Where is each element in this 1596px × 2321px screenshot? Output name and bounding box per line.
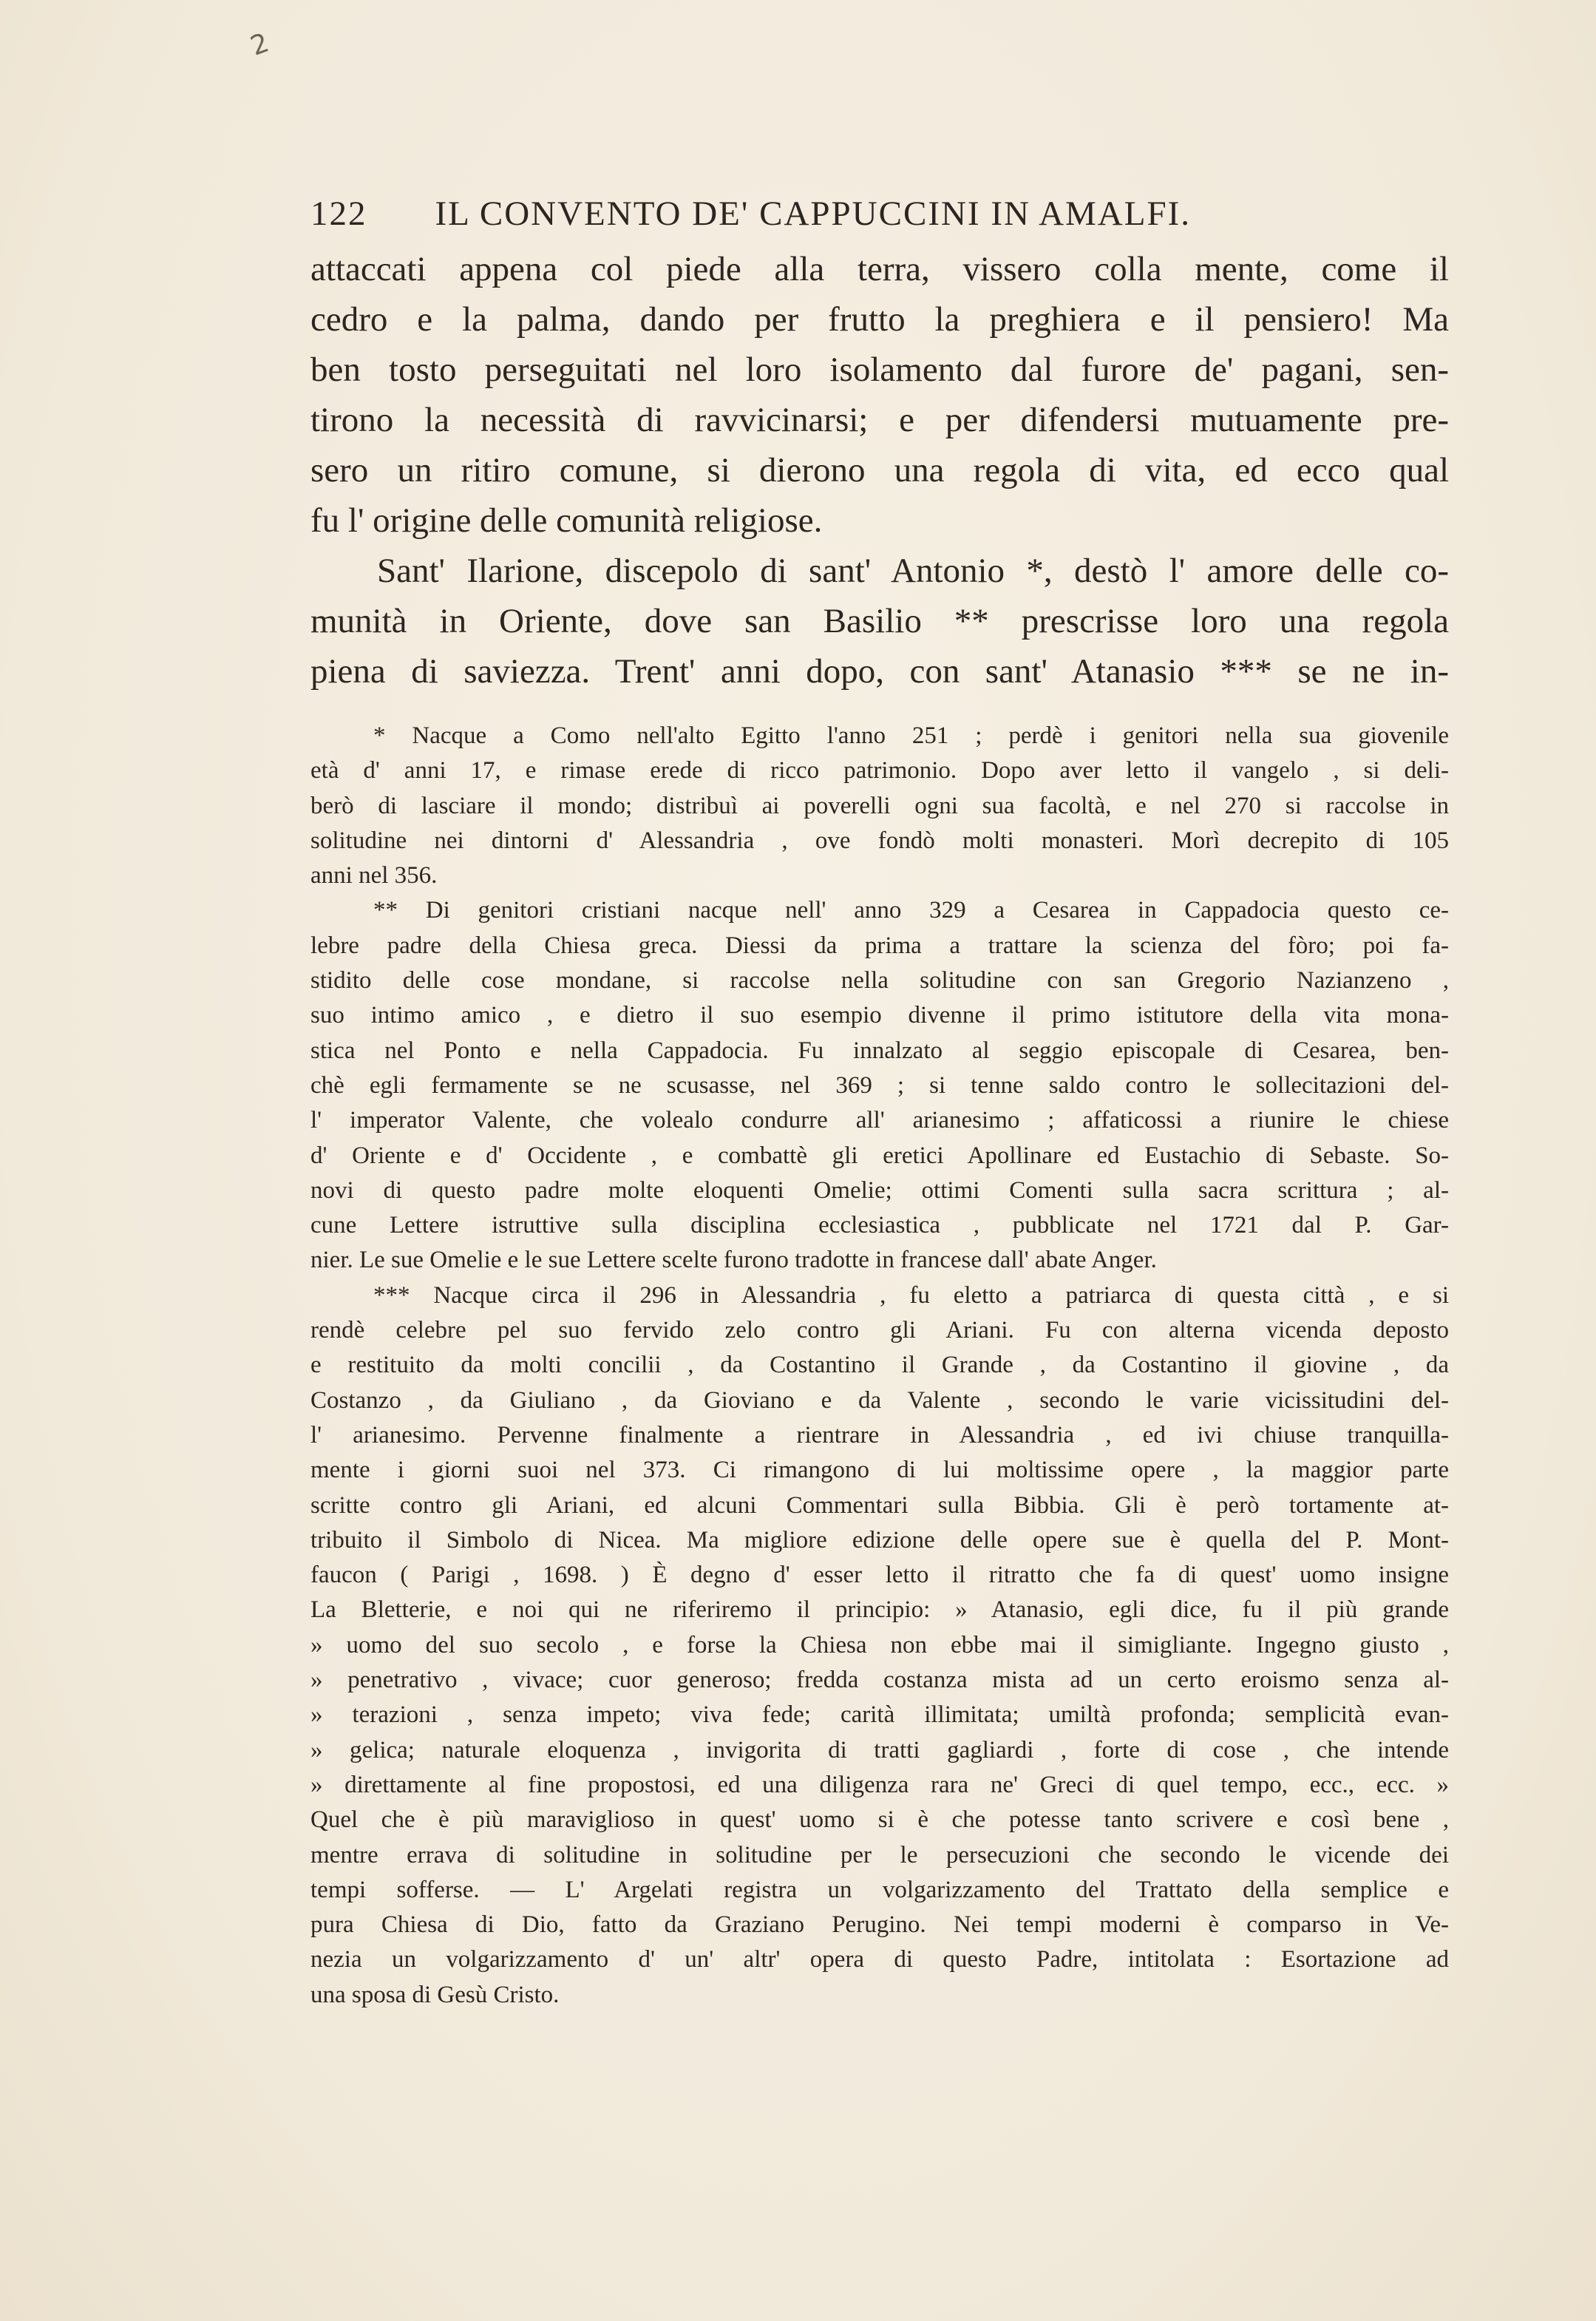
footnote-line: mentre errava di solitudine in solitudine per le persecuzioni che secondo le vicende dei: [310, 1841, 1449, 1868]
footnote-line: » terazioni , senza impeto; viva fede; carità illimitata; umiltà profonda; semplicità evan-: [310, 1701, 1449, 1729]
body-line: piena di saviezza. Trent' anni dopo, con sant' Atanasio *** se ne in-: [310, 652, 1449, 691]
footnote-line: novi di questo padre molte eloquenti Omelie; ottimi Comenti sulla sacra scrittura ; al-: [310, 1176, 1449, 1204]
footnote-line: anni nel 356.: [310, 862, 438, 890]
footnote-line: nezia un volgarizzamento d' un' altr' opera di questo Padre, intitolata : Esortazione ad: [310, 1946, 1449, 1973]
page-number: 122: [310, 194, 367, 233]
body-line: ben tosto perseguitati nel loro isolamento dal furore de' pagani, sen-: [310, 350, 1449, 389]
footnote-line: ** Di genitori cristiani nacque nell' anno 329 a Cesarea in Cappadocia questo ce-: [373, 897, 1449, 924]
main-text: [310, 244, 1449, 697]
footnote-line: scritte contro gli Ariani, ed alcuni Commentari sulla Bibbia. Gli è però tortamente at-: [310, 1491, 1449, 1519]
footnote-line: solitudine nei dintorni d' Alessandria , ove fondò molti monasteri. Morì decrepito di 105: [310, 827, 1449, 854]
footnote-line: Quel che è più maraviglioso in quest' uomo si è che potesse tanto scrivere e così bene ,: [310, 1806, 1449, 1834]
body-line: munità in Oriente, dove san Basilio ** prescrisse loro una regola: [310, 602, 1449, 640]
footnote-line: età d' anni 17, e rimase erede di ricco patrimonio. Dopo aver letto il vangelo , si deli-: [310, 757, 1449, 785]
footnote-line: chè egli fermamente se ne scusasse, nel 369 ; si tenne saldo contro le sollecitazioni del-: [310, 1071, 1449, 1099]
footnote-line: berò di lasciare il mondo; distribuì ai poverelli ogni sua facoltà, e nel 270 si raccolse in: [310, 792, 1449, 819]
footnote-line: * Nacque a Como nell'alto Egitto l'anno 251 ; perdè i genitori nella sua giovenile: [373, 722, 1449, 749]
footnote-line: una sposa di Gesù Cristo.: [310, 1981, 560, 2008]
running-header: [310, 194, 1449, 234]
footnote-line: » direttamente al fine propostosi, ed una diligenza rara ne' Greci di quel tempo, ecc., ecc. »: [310, 1771, 1449, 1798]
footnote-line: stica nel Ponto e nella Cappadocia. Fu innalzato al seggio episcopale di Cesarea, ben-: [310, 1037, 1449, 1064]
footnote-line: » penetrativo , vivace; cuor generoso; fredda costanza mista ad un certo eroismo senza al-: [310, 1667, 1449, 1694]
footnote-line: cune Lettere istruttive sulla disciplina ecclesiastica , pubblicate nel 1721 dal P. Gar-: [310, 1212, 1449, 1239]
footnote-line: Costanzo , da Giuliano , da Gioviano e da Valente , secondo le varie vicissitudini del-: [310, 1386, 1449, 1414]
body-line: tirono la necessità di ravvicinarsi; e per difendersi mutuamente pre-: [310, 401, 1449, 439]
footnotes: [310, 719, 1449, 2013]
body-line: attaccati appena col piede alla terra, vissero colla mente, come il: [310, 250, 1449, 288]
footnote-line: lebre padre della Chiesa greca. Diessi da prima a trattare la scienza del fòro; poi fa-: [310, 932, 1449, 959]
body-line: sero un ritiro comune, si dierono una regola di vita, ed ecco qual: [310, 451, 1449, 489]
footnote-line: *** Nacque circa il 296 in Alessandria , fu eletto a patriarca di questa città , e si: [373, 1281, 1449, 1309]
footnote-line: pura Chiesa di Dio, fatto da Graziano Perugino. Nei tempi moderni è comparso in Ve-: [310, 1911, 1449, 1939]
footnote-line: mente i giorni suoi nel 373. Ci rimangono di lui moltissime opere , la maggior parte: [310, 1457, 1449, 1484]
footnote-line: faucon ( Parigi , 1698. ) È degno d' esser letto il ritratto che fa di quest' uomo insigne: [310, 1562, 1449, 1589]
footnote-line: stidito delle cose mondane, si raccolse nella solitudine con san Gregorio Nazianzeno ,: [310, 967, 1449, 995]
footnote-line: nier. Le sue Omelie e le sue Lettere scelte furono tradotte in francese dall' abate Anger.: [310, 1247, 1157, 1274]
footnote-line: » gelica; naturale eloquenza , invigorita di tratti gagliardi , forte di cose , che intende: [310, 1736, 1449, 1763]
body-line: Sant' Ilarione, discepolo di sant' Antonio *, destò l' amore delle co-: [377, 552, 1449, 590]
footnote-line: l' imperator Valente, che volealo condurre all' arianesimo ; affaticossi a riunire le chiese: [310, 1107, 1449, 1134]
footnote-line: l' arianesimo. Pervenne finalmente a rientrare in Alessandria , ed ivi chiuse tranquilla-: [310, 1421, 1449, 1448]
footnote-line: d' Oriente e d' Occidente , e combattè gli eretici Apollinare ed Eustachio di Sebaste. So-: [310, 1142, 1449, 1169]
body-line: cedro e la palma, dando per frutto la preghiera e il pensiero! Ma: [310, 300, 1449, 339]
corner-pencil-mark: 2: [246, 27, 274, 62]
footnote-line: La Bletterie, e noi qui ne riferiremo il principio: » Atanasio, egli dice, fu il più grande: [310, 1596, 1449, 1624]
body-line: fu l' origine delle comunità religiose.: [310, 501, 823, 540]
footnote-line: » uomo del suo secolo , e forse la Chiesa non ebbe mai il simigliante. Ingegno giusto ,: [310, 1631, 1449, 1658]
running-title: IL CONVENTO DE' CAPPUCCINI IN AMALFI.: [435, 194, 1191, 233]
footnote-line: e restituito da molti concilii , da Costantino il Grande , da Costantino il giovine , da: [310, 1352, 1449, 1379]
footnote-line: tribuito il Simbolo di Nicea. Ma migliore edizione delle opere sue è quella del P. Mont-: [310, 1526, 1449, 1553]
footnote-line: rendè celebre pel suo fervido zelo contro gli Ariani. Fu con alterna vicenda deposto: [310, 1317, 1449, 1344]
footnote-line: suo intimo amico , e dietro il suo esempio divenne il primo istitutore della vita mona-: [310, 1002, 1449, 1029]
footnote-line: tempi sofferse. — L' Argelati registra un volgarizzamento del Trattato della semplice e: [310, 1876, 1449, 1903]
